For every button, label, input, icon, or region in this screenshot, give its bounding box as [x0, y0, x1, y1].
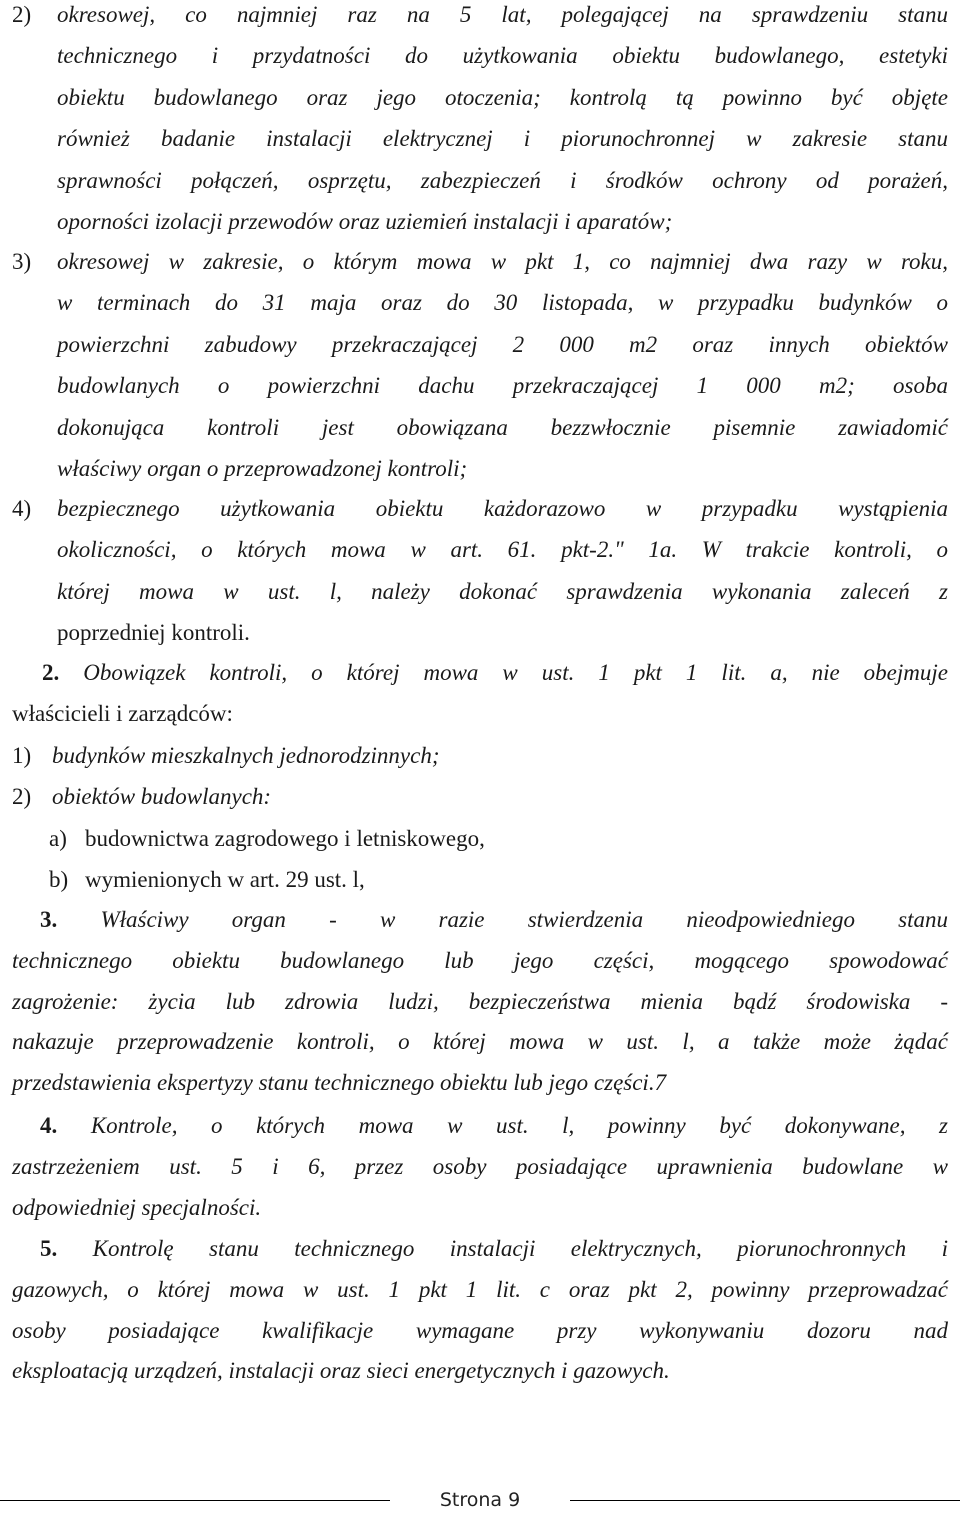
page-number: Strona 9: [439, 1489, 521, 1511]
text-line: przedstawienia ekspertyzy stanu technicznego obiektu lub jego części.7: [12, 1070, 667, 1096]
sub-text: wymienionych w art. 29 ust. l,: [85, 867, 365, 892]
section-text: Właściwy organ - w razie stwierdzenia nieodpowiedniego stanu: [100, 907, 948, 932]
section-text: Kontrole, o których mowa w ust. l, powinny być dokonywane, z: [90, 1113, 948, 1138]
text-line: technicznego obiektu budowlanego lub jego części, mogącego spowodować: [12, 947, 948, 973]
section-5: [12, 1229, 948, 1392]
list-item-text: [57, 488, 948, 654]
text-line: sprawności połączeń, osprzętu, zabezpieczeń i środków ochrony od porażeń,: [57, 167, 948, 193]
list-item-text: [57, 0, 948, 242]
text-line: nakazuje przeprowadzenie kontroli, o której mowa w ust. l, a także może żądać: [12, 1029, 948, 1055]
text-line: [12, 1106, 948, 1147]
section-4: [12, 1106, 948, 1228]
section-number: 5.: [40, 1236, 58, 1261]
text-line: poprzedniej kontroli.: [57, 620, 250, 646]
sub-text: obiektów budowlanych:: [52, 784, 272, 809]
sub-number: 1): [12, 743, 32, 768]
text-line: technicznego i przydatności do użytkowania obiektu budowlanego, estetyki: [57, 43, 948, 69]
text-line: eksploatacją urządzeń, instalacji oraz sieci energetycznych i gazowych.: [12, 1358, 670, 1384]
text-line: obiektu budowlanego oraz jego otoczenia; kontrolą tą powinno być objęte: [57, 84, 948, 110]
section-2: [12, 653, 948, 735]
list-number: 3): [12, 249, 32, 274]
text-line: zagrożenie: życia lub zdrowia ludzi, bezpieczeństwa mienia bądź środowiska -: [12, 988, 948, 1014]
text-line: budowlanych o powierzchni dachu przekraczającej 1 000 m2; osoba: [57, 373, 948, 399]
text-line: gazowych, o której mowa w ust. 1 pkt 1 lit. c oraz pkt 2, powinny przeprowadzać: [12, 1276, 948, 1302]
text-line: oporności izolacji przewodów oraz uziemień instalacji i aparatów;: [57, 209, 673, 235]
list-item-text: [57, 241, 948, 489]
text-line: [12, 653, 948, 694]
section-3: [12, 900, 948, 1104]
text-line: właścicieli i zarządców:: [12, 700, 233, 726]
text-line: powierzchni zabudowy przekraczającej 2 000 m2 oraz innych obiektów: [57, 331, 948, 357]
sub-number: a): [49, 826, 67, 851]
list-number: 2): [12, 2, 32, 27]
list-number: 4): [12, 496, 32, 521]
section-text: Kontrolę stanu technicznego instalacji elektrycznych, piorunochronnych i: [92, 1236, 948, 1261]
text-line: dokonująca kontroli jest obowiązana bezzwłocznie pisemnie zawiadomić: [57, 414, 948, 440]
text-line: [12, 900, 948, 941]
text-line: osoby posiadające kwalifikacje wymagane przy wykonywaniu dozoru nad: [12, 1317, 948, 1343]
text-line: okresowej w zakresie, o którym mowa w pkt 1, co najmniej dwa razy w roku,: [57, 249, 948, 274]
text-line: okresowej, co najmniej raz na 5 lat, polegającej na sprawdzeniu stanu: [57, 2, 948, 27]
text-line: w terminach do 31 maja oraz do 30 listopada, w przypadku budynków o: [57, 290, 948, 316]
sub-number: 2): [12, 784, 32, 809]
section-number: 2.: [42, 660, 60, 685]
text-line: okoliczności, o których mowa w art. 61. pkt-2." 1a. W trakcie kontroli, o: [57, 537, 948, 563]
text-line: również badanie instalacji elektrycznej i piorunochronnej w zakresie stanu: [57, 126, 948, 152]
text-line: bezpiecznego użytkowania obiektu każdorazowo w przypadku wystąpienia: [57, 496, 948, 521]
section-number: 4.: [40, 1113, 58, 1138]
sub-text: budynków mieszkalnych jednorodzinnych;: [52, 743, 440, 768]
section-text: Obowiązek kontroli, o której mowa w ust. 1 pkt 1 lit. a, nie obejmuje: [83, 660, 948, 685]
sub-text: budownictwa zagrodowego i letniskowego,: [85, 826, 485, 851]
text-line: zastrzeżeniem ust. 5 i 6, przez osoby posiadające uprawnienia budowlane w: [12, 1153, 948, 1179]
text-line: odpowiedniej specjalności.: [12, 1194, 262, 1220]
sub-number: b): [49, 867, 69, 892]
text-line: właściwy organ o przeprowadzonej kontroli;: [57, 456, 468, 482]
text-line: której mowa w ust. l, należy dokonać sprawdzenia wykonania zaleceń z: [57, 578, 948, 604]
text-line: [12, 1229, 948, 1270]
section-number: 3.: [40, 907, 58, 932]
